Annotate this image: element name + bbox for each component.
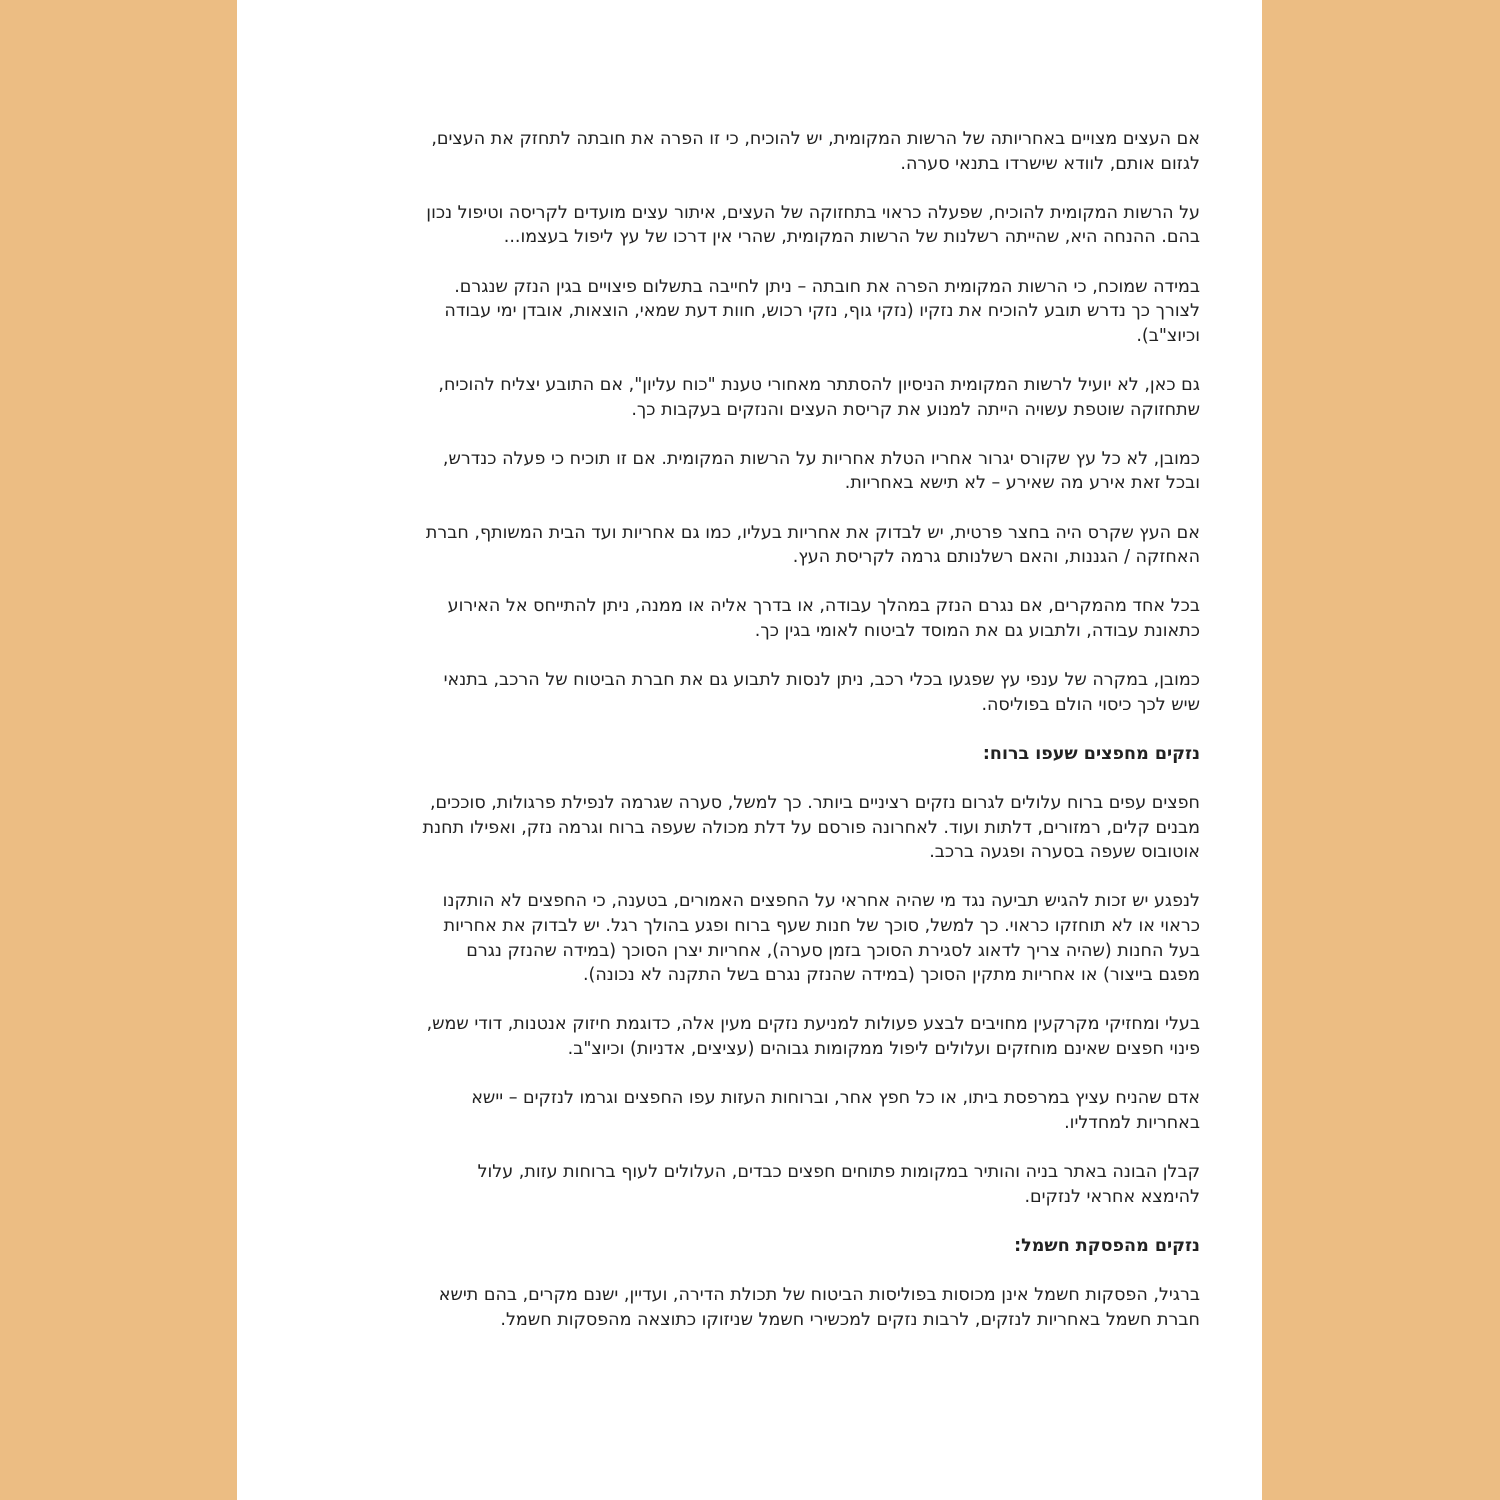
text-line: גם כאן, לא יועיל לרשות המקומית הניסיון להסתתר מאחורי טענת "כוח עליון", אם התובע יצליח להוכיח, <box>438 374 1200 395</box>
text-line: כמובן, במקרה של ענפי עץ שפגעו בכלי רכב, ניתן לנסות לתבוע גם את חברת הביטוח של הרכב, בתנאי <box>443 670 1200 691</box>
text-line: האחזקה / הגננות, והאם רשלנותם גרמה לקריסת העץ. <box>792 547 1200 568</box>
text-line: אם העצים מצויים באחריותה של הרשות המקומית, יש להוכיח, כי זו הפרה את חובתה לתחזק את העצים, <box>431 129 1200 149</box>
text-line: וכיוצ"ב). <box>1136 325 1200 346</box>
text-line: ברגיל, הפסקות חשמל אינן מכוסות בפוליסות הביטוח של תכולת הדירה, ועדיין, ישנם מקרים, בהם תישא <box>438 1284 1200 1305</box>
text-line: על הרשות המקומית להוכיח, שפעלה כראוי בתחזוקה של העצים, איתור עצים מועדים לקריסה וטיפול נכון <box>426 202 1200 223</box>
text-line: אם העץ שקרס היה בחצר פרטית, יש לבדוק את אחריות בעליו, כמו גם אחריות ועד הבית המשותף, חברת <box>425 522 1200 543</box>
paragraph <box>335 1086 1200 1135</box>
paragraph <box>335 447 1200 496</box>
text-line: להימצא אחראי לנזקים. <box>1024 1186 1200 1207</box>
text-line: ובכל זאת אירע מה שאירע – לא תישא באחריות. <box>844 473 1200 494</box>
paragraph <box>335 889 1200 987</box>
text-line: אוטובוס שעפה בסערה ופגעה ברכב. <box>929 842 1200 863</box>
text-line: פינוי חפצים שאינם מוחזקים ועלולים ליפול ממקומות גבוהים (עציצים, אדניות) וכיוצ"ב. <box>567 1038 1200 1059</box>
paragraph <box>335 1160 1200 1209</box>
text-line: מבנים קלים, רמזורים, דלתות ועוד. לאחרונה פורסם על דלת מכולה שעפה ברוח וגרמה נזק, ואפילו תחנת <box>422 817 1200 838</box>
paragraph <box>335 373 1200 422</box>
text-line: כתאונת עבודה, ולתבוע גם את המוסד לביטוח לאומי בגין כך. <box>754 620 1200 641</box>
text-line: מפגם בייצור) או אחריות מתקין הסוכך (במידה שהנזק נגרם בשל התקנה לא נכונה). <box>582 965 1200 986</box>
heading-line: נזקים מחפצים שעפו ברוח: <box>982 743 1200 764</box>
document-body <box>335 127 1200 1357</box>
paragraph <box>335 201 1200 250</box>
text-line: אדם שהניח עציץ במרפסת ביתו, או כל חפץ אחר, וברוחות העזות עפו החפצים וגרמו לנזקים – יישא <box>471 1088 1200 1109</box>
paragraph <box>335 1012 1200 1061</box>
paragraph <box>335 521 1200 570</box>
text-line: חפצים עפים ברוח עלולים לגרום נזקים רציניים ביותר. כך למשל, סערה שגרמה לנפילת פרגולות, סוככים, <box>429 793 1200 814</box>
section-heading <box>335 742 1200 767</box>
text-line: כמובן, לא כל עץ שקורס יגרור אחריו הטלת אחריות על הרשות המקומית. אם זו תוכיח כי פעלה כנדרש, <box>442 448 1200 469</box>
paragraph <box>335 127 1200 176</box>
text-line: לנפגע יש זכות להגיש תביעה נגד מי שהיה אחראי על החפצים האמורים, בטענה, כי החפצים לא הותקנו <box>442 891 1200 912</box>
heading-line: נזקים מהפסקת חשמל: <box>1014 1235 1200 1256</box>
text-line: שתחזוקה שוטפת עשויה הייתה למנוע את קריסת העצים והנזקים בעקבות כך. <box>631 399 1200 420</box>
text-line: כראוי או לא תוחזקו כראוי. כך למשל, סוכך של חנות שעף ברוח ופגע בהולך רגל. יש לבדוק את אחריות <box>443 916 1200 936</box>
text-line: בהם. ההנחה היא, שהייתה רשלנות של הרשות המקומית, שהרי אין דרכו של עץ ליפול בעצמו... <box>503 227 1200 248</box>
paragraph <box>335 668 1200 717</box>
text-line: בעלי ומחזיקי מקרקעין מחויבים לבצע פעולות למניעת נזקים מעין אלה, כדוגמת חיזוק אנטנות, דודי שמש, <box>426 1014 1200 1035</box>
paragraph <box>335 594 1200 643</box>
text-line: באחריות למחדליו. <box>1064 1112 1200 1133</box>
document-page <box>237 0 1262 1500</box>
text-line: קבלן הבונה באתר בניה והותיר במקומות פתוחים חפצים כבדים, העלולים לעוף ברוחות עזות, עלול <box>477 1161 1200 1182</box>
text-line: לגזום אותם, לוודא שישרדו בתנאי סערה. <box>900 153 1200 174</box>
text-line: שיש לכך כיסוי הולם בפוליסה. <box>981 694 1200 715</box>
paragraph <box>335 791 1200 865</box>
text-line: בעל החנות (שהיה צריך לדאוג לסגירת הסוכך בזמן סערה), אחריות יצרן הסוכך (במידה שהנזק נגרם <box>466 940 1200 961</box>
paragraph <box>335 275 1200 349</box>
text-line: חברת חשמל באחריות לנזקים, לרבות נזקים למכשירי חשמל שניזוקו כתוצאה מהפסקות חשמל. <box>500 1309 1200 1330</box>
paragraph <box>335 1283 1200 1332</box>
text-line: במידה שמוכח, כי הרשות המקומית הפרה את חובתה – ניתן לחייבה בתשלום פיצויים בגין הנזק שנגרם. <box>454 276 1200 297</box>
section-heading <box>335 1234 1200 1259</box>
text-line: לצורך כך נדרש תובע להוכיח את נזקיו (נזקי גוף, נזקי רכוש, חוות דעת שמאי, הוצאות, אובדן ימי עבודה <box>444 301 1200 322</box>
text-line: בכל אחד מהמקרים, אם נגרם הנזק במהלך עבודה, או בדרך אליה או ממנה, ניתן להתייחס אל האירוע <box>447 596 1200 617</box>
